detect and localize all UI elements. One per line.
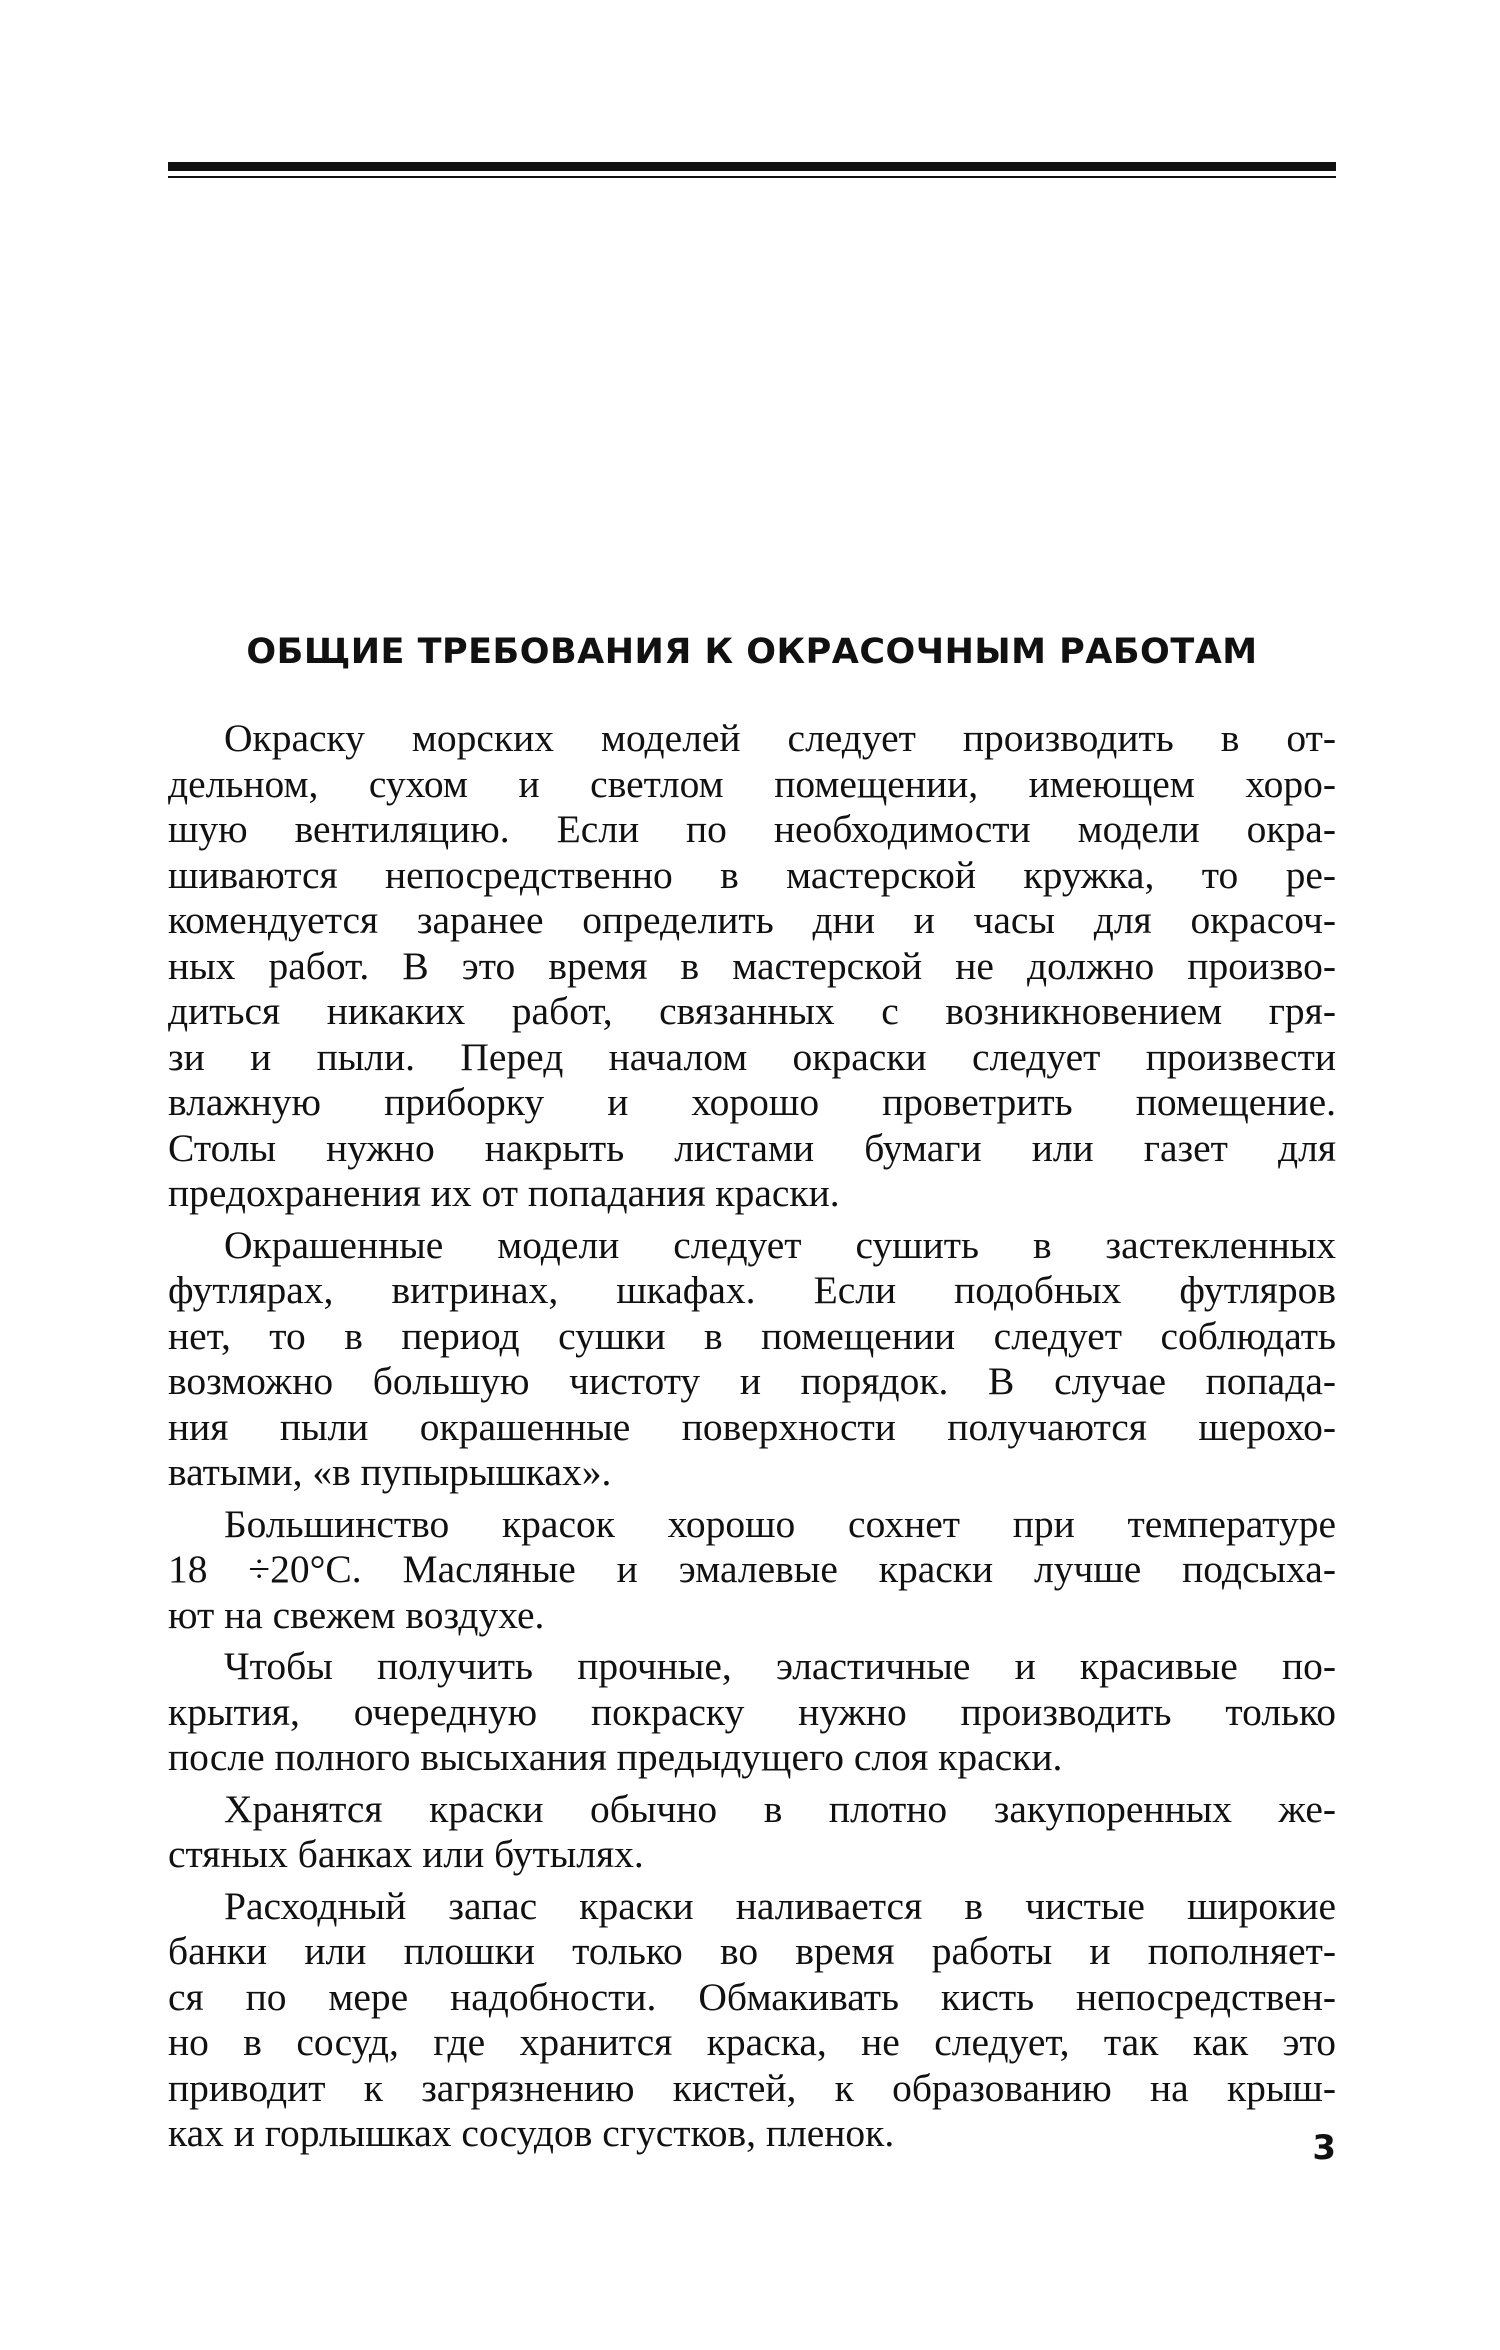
text-line: ся по мере надобности. Обмакивать кисть непосредствен- [168, 1974, 1336, 2019]
text-line: предохранения их от попадания краски. [168, 1171, 840, 1215]
paragraph [168, 1787, 1336, 1878]
text-line: Чтобы получить прочные, эластичные и красивые по- [224, 1644, 1336, 1688]
text-line: Столы нужно накрыть листами бумаги или газет для [168, 1125, 1336, 1170]
text-line: футлярах, витринах, шкафах. Если подобных футляров [168, 1268, 1336, 1312]
text-line: ния пыли окрашенные поверхности получаются шерохо- [168, 1404, 1336, 1449]
text-line: стяных банках или бутылях. [168, 1832, 644, 1876]
text-line: ных работ. В это время в мастерской не должно произво- [168, 943, 1336, 988]
text-line: диться никаких работ, связанных с возникновением гря- [168, 989, 1336, 1033]
text-line: Окрашенные модели следует сушить в застекленных [224, 1222, 1336, 1267]
text-line: Хранятся краски обычно в плотно закупоренных же- [224, 1786, 1336, 1831]
body-text [168, 716, 1336, 2163]
text-line: приводит к загрязнению кистей, к образованию на крыш- [168, 2065, 1336, 2110]
text-line: ют на свежем воздухе. [168, 1592, 545, 1637]
text-line: 18 ÷20°С. Масляные и эмалевые краски лучше подсыха- [168, 1547, 1336, 1591]
paragraph [168, 1884, 1336, 2157]
text-line: нет, то в период сушки в помещении следует соблюдать [168, 1313, 1336, 1358]
text-line: шиваются непосредственно в мастерской кружка, то ре- [168, 852, 1336, 897]
text-line: комендуется заранее определить дни и часы для окрасоч- [168, 898, 1336, 942]
paragraph [168, 1644, 1336, 1781]
text-line: после полного высыхания предыдущего слоя краски. [168, 1735, 1063, 1779]
text-line: банки или плошки только во время работы и пополняет- [168, 1929, 1336, 1973]
text-line: но в сосуд, где хранится краска, не следует, так как это [168, 2020, 1336, 2064]
section-heading: ОБЩИЕ ТРЕБОВАНИЯ К ОКРАСОЧНЫМ РАБОТАМ [246, 632, 1258, 672]
text-line: крытия, очередную покраску нужно производить только [168, 1689, 1336, 1734]
header-rule-thin [168, 176, 1336, 178]
text-line: влажную приборку и хорошо проветрить помещение. [168, 1080, 1336, 1124]
text-line: шую вентиляцию. Если по необходимости модели окра- [168, 807, 1336, 851]
text-line: ватыми, «в пупырышках». [168, 1450, 612, 1494]
text-line: возможно большую чистоту и порядок. В случае попада- [168, 1359, 1336, 1403]
paragraph [168, 1223, 1336, 1496]
paragraph [168, 716, 1336, 1217]
text-line: ках и горлышках сосудов сгустков, пленок. [168, 2111, 895, 2155]
paragraph [168, 1502, 1336, 1639]
text-line: дельном, сухом и светлом помещении, имеющем хоро- [168, 761, 1336, 806]
text-line: Большинство красок хорошо сохнет при температуре [224, 1501, 1336, 1546]
text-line: зи и пыли. Перед началом окраски следует произвести [168, 1034, 1336, 1079]
text-line: Расходный запас краски наливается в чистые широкие [224, 1883, 1336, 1928]
text-line: Окраску морских моделей следует производить в от- [224, 716, 1336, 760]
header-rule [168, 162, 1336, 171]
page-number: 3 [1312, 2128, 1336, 2168]
